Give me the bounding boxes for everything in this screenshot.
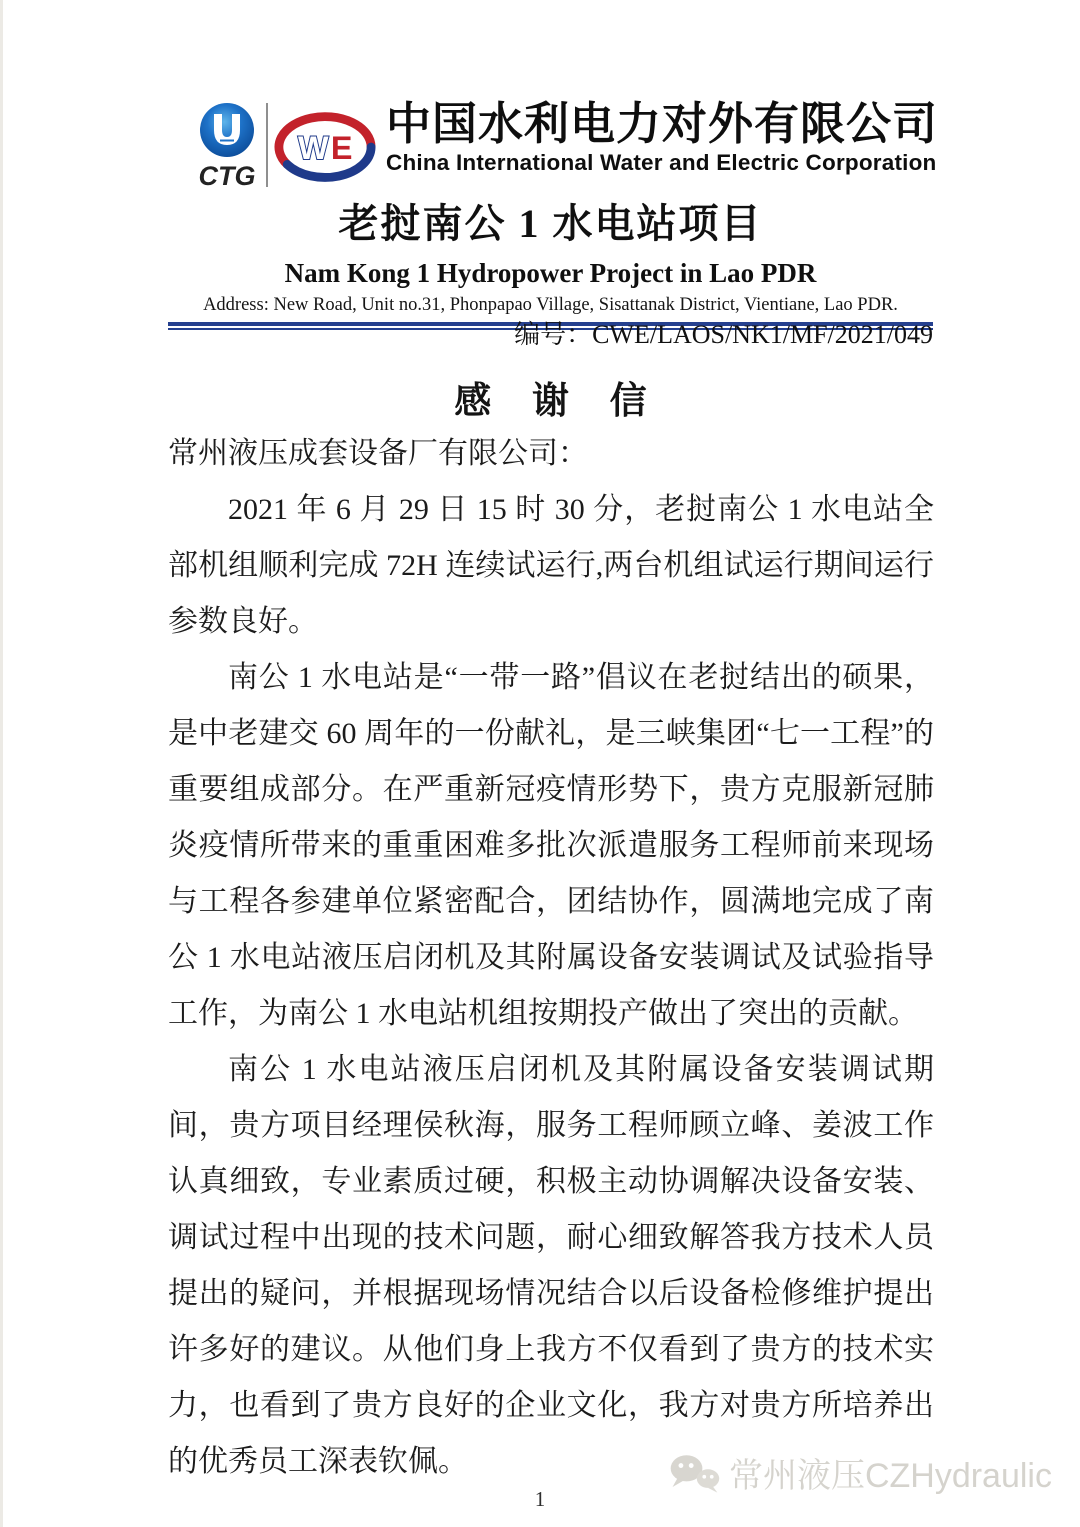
letter-title: 感谢信: [454, 381, 688, 422]
project-title-zh: 老挝南公 1 水电站项目: [338, 201, 763, 246]
ctg-sphere-icon: [197, 102, 257, 162]
company-name-zh: 中国水利电力对外有限公司: [386, 98, 939, 149]
ctg-logo: [190, 100, 264, 190]
masthead: [168, 192, 933, 330]
watermark-text: 常州液压CZHydraulic: [728, 1457, 1052, 1495]
cwe-logo-letter-w: W: [297, 129, 329, 166]
logo-divider: [266, 103, 268, 187]
company-name-en: China International Water and Electric Corporation: [386, 150, 937, 176]
paragraph-2: 南公 1 水电站是“一带一路”倡议在老挝结出的硕果，是中老建交 60 周年的一份献礼，是三峡集团“七一工程”的重要组成部分。在严重新冠疫情形势下，贵方克服新冠肺炎疫情所带来的重重困难多批次派遣服务工程师前来现场与工程各参建单位紧密配合，团结协作，圆满地完成了南公 1 水电站液压启闭机及其附属设备安装调试及试验指导工作，为南公 1 水电站机组按期投产做出了突出的贡献。: [168, 661, 934, 1030]
address-line: Address: New Road, Unit no.31, Phonpapao Village, Sisattanak District, Vientiane, Lao PDR.: [203, 295, 898, 315]
paragraph-1: 2021 年 6 月 29 日 15 时 30 分，老挝南公 1 水电站全部机组顺利完成 72H 连续试运行,两台机组试运行期间运行参数良好。: [168, 493, 934, 638]
reference-label: 编号：: [514, 320, 593, 349]
ctg-logo-text: CTG: [198, 161, 256, 191]
cwe-oval-icon: [274, 110, 376, 184]
salutation: 常州液压成套设备厂有限公司：: [168, 437, 588, 470]
cwe-logo-letter-e: E: [330, 129, 353, 166]
page-number: 1: [534, 1487, 546, 1511]
letter-body: [168, 426, 934, 1490]
cwe-logo: [274, 100, 376, 184]
company-name-block: [386, 100, 938, 176]
reference-line: [168, 314, 933, 351]
letterhead: [190, 100, 938, 190]
paragraph-3: 南公 1 水电站液压启闭机及其附属设备安装调试期间，贵方项目经理侯秋海，服务工程师顾立峰、姜波工作认真细致，专业素质过硬，积极主动协调解决设备安装、调试过程中出现的技术问题，耐心细致解答我方技术人员提出的疑问，并根据现场情况结合以后设备检修维护提出许多好的建议。从他们身上我方不仅看到了贵方的技术实力，也看到了贵方良好的企业文化，我方对贵方所培养出的优秀员工深表钦佩。: [168, 1053, 934, 1478]
reference-number: CWE/LAOS/NK1/MF/2021/049: [592, 320, 933, 349]
project-title-en: Nam Kong 1 Hydropower Project in Lao PDR: [284, 258, 817, 288]
